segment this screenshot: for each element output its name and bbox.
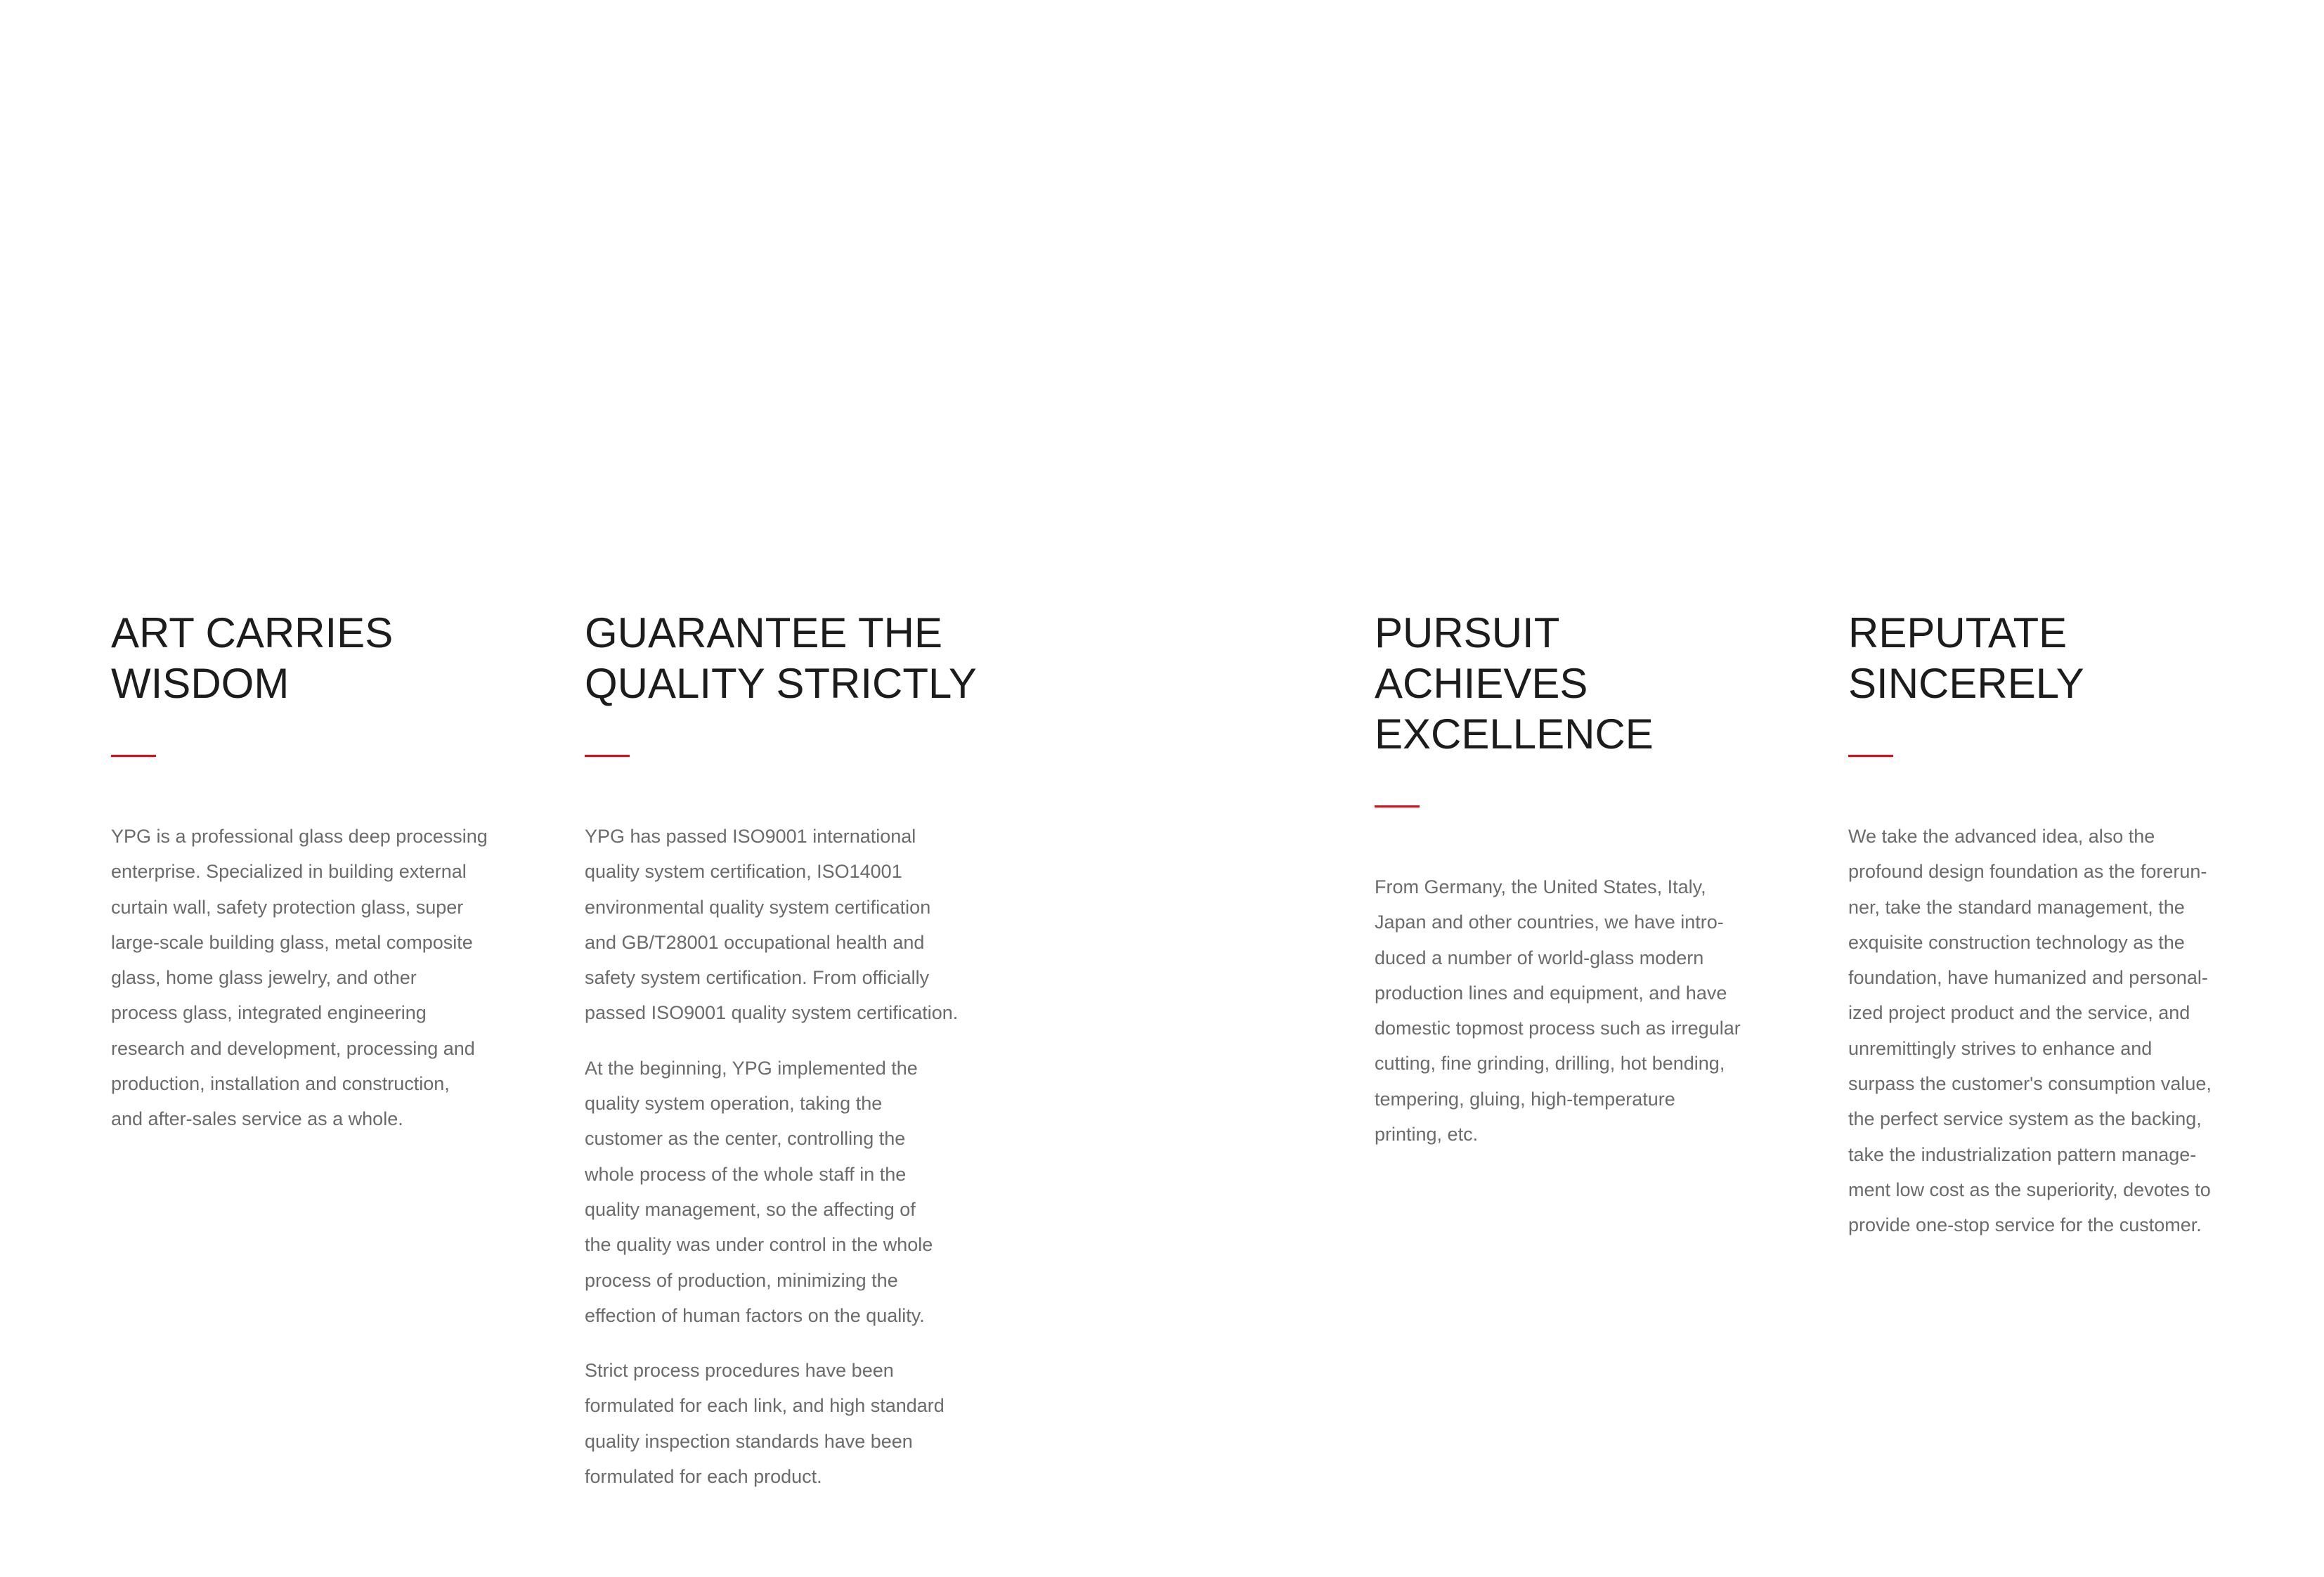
heading-line-2: SINCERELY bbox=[1848, 660, 2084, 707]
section-heading bbox=[1848, 608, 2242, 709]
red-accent-divider bbox=[111, 755, 156, 757]
red-accent-divider bbox=[1375, 805, 1420, 807]
heading-line-1: GUARANTEE THE bbox=[585, 609, 942, 656]
section-paragraph: From Germany, the United States, Italy, Japan and other countries, we have intro- duced a number of world-glass modern production lines and equipment, and have domestic topmost process such as irregular cutting, fine grinding, drilling, hot bending, tempering, gluing, high-temperature printing, etc. bbox=[1375, 876, 1741, 1146]
red-accent-divider bbox=[1848, 755, 1893, 757]
section-art-carries-wisdom bbox=[111, 608, 505, 1137]
section-pursuit-excellence bbox=[1375, 608, 1768, 1152]
section-heading bbox=[111, 608, 505, 709]
heading-line-2: WISDOM bbox=[111, 660, 290, 707]
section-heading bbox=[1375, 608, 1768, 760]
heading-line-1: ART CARRIES bbox=[111, 609, 394, 656]
section-paragraph: At the beginning, YPG implemented the quality system operation, taking the customer as the center, controlling the whole process of the whole staff in the quality management, so the affecting of the quality was under control in the whole process of production, minimizing the effection of human factors on the quality. bbox=[585, 1057, 933, 1326]
section-paragraph: We take the advanced idea, also the profound design foundation as the forerun- ner, take the standard management, the exquisite construction technology as the foundation, have humanized and personal- ized project product and the service, and unremittingly strives to enhance and surpass the customer's consumption value, the perfect service system as the backing, take the industrialization pattern manage- ment low cost as the superiority, devotes to provide one-stop service for the customer. bbox=[1848, 826, 2212, 1236]
red-accent-divider bbox=[585, 755, 630, 757]
heading-line-2: QUALITY STRICTLY bbox=[585, 660, 977, 707]
section-paragraph: YPG is a professional glass deep processing enterprise. Specialized in building external curtain wall, safety protection glass, super large-scale building glass, metal composite glass, home glass jewelry, and other process glass, integrated engineering research and development, processing and production, installation and construction, and after-sales service as a whole. bbox=[111, 826, 488, 1130]
heading-line-1: PURSUIT ACHIEVES bbox=[1375, 609, 1588, 707]
section-paragraph: YPG has passed ISO9001 international quality system certification, ISO14001 environmental quality system certification and GB/T28001 occupational health and safety system certification. From officially passed ISO9001 quality system certification. bbox=[585, 826, 959, 1024]
section-paragraph: Strict process procedures have been formulated for each link, and high standard quality inspection standards have been formulated for each product. bbox=[585, 1360, 944, 1488]
heading-line-2: EXCELLENCE bbox=[1375, 710, 1654, 758]
heading-line-1: REPUTATE bbox=[1848, 609, 2067, 656]
section-heading bbox=[585, 608, 978, 709]
section-guarantee-quality bbox=[585, 608, 978, 1494]
section-reputate-sincerely bbox=[1848, 608, 2242, 1243]
